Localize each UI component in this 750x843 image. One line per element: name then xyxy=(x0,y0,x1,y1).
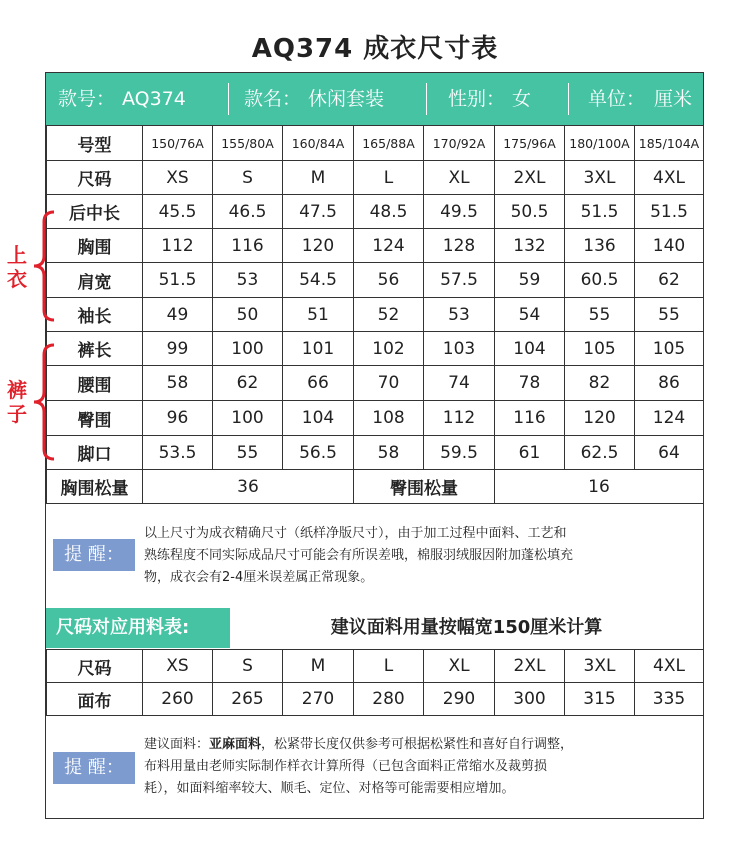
size-cell: 104 xyxy=(283,401,354,436)
size-cell: 56.5 xyxy=(283,436,354,470)
size-cell: 60.5 xyxy=(565,263,635,298)
pants-group-label: 裤子 xyxy=(7,378,27,426)
divider xyxy=(228,83,229,115)
reminder-badge-2: 提 醒： xyxy=(53,752,135,784)
size-cell: 46.5 xyxy=(213,195,283,229)
size-cell: 105 xyxy=(565,332,635,366)
fabric-cell: XS xyxy=(143,650,213,683)
size-cell: 49.5 xyxy=(424,195,495,229)
size-row xyxy=(47,263,704,298)
size-cell: 53.5 xyxy=(143,436,213,470)
size-cell: 52 xyxy=(354,298,424,332)
fabric-cell: 315 xyxy=(565,683,635,716)
fabric-cell: 290 xyxy=(424,683,495,716)
style-name: 休闲套装 xyxy=(308,88,385,110)
size-row xyxy=(47,436,704,470)
reminder-text-2 xyxy=(144,734,704,800)
size-cell: 112 xyxy=(424,401,495,436)
size-cell: 59.5 xyxy=(424,436,495,470)
reminder-line: 耗），如面料缩率较大、顺毛、定位、对格等可能需要相应增加。 xyxy=(144,781,515,796)
reminder-line: 布料用量由老师实际制作样衣计算所得（已包含面料正常缩水及裁剪损 xyxy=(144,759,548,774)
size-cell: 82 xyxy=(565,366,635,401)
row-label: 号型 xyxy=(47,126,143,161)
size-cell: 128 xyxy=(424,229,495,263)
row-label: 后中长 xyxy=(47,195,143,229)
size-cell: 78 xyxy=(495,366,565,401)
fabric-cell: 260 xyxy=(143,683,213,716)
fabric-cell: 4XL xyxy=(635,650,704,683)
size-cell: 66 xyxy=(283,366,354,401)
top-group-label: 上衣 xyxy=(7,243,27,291)
divider xyxy=(426,83,427,115)
size-cell: 51.5 xyxy=(143,263,213,298)
size-cell: 50.5 xyxy=(495,195,565,229)
size-cell: 48.5 xyxy=(354,195,424,229)
size-cell: 50 xyxy=(213,298,283,332)
size-cell: 45.5 xyxy=(143,195,213,229)
size-cell: 2XL xyxy=(495,161,565,195)
size-cell: 124 xyxy=(635,401,704,436)
size-row xyxy=(47,401,704,436)
gender: 女 xyxy=(512,88,532,110)
row-label: 腰围 xyxy=(47,366,143,401)
reminder-line xyxy=(144,734,704,756)
size-cell: 55 xyxy=(213,436,283,470)
size-cell: 150/76A xyxy=(143,126,213,161)
fabric-cell: 280 xyxy=(354,683,424,716)
reminder-panel xyxy=(46,505,703,608)
reminder-text xyxy=(144,523,699,589)
size-cell: XS xyxy=(143,161,213,195)
size-cell: M xyxy=(283,161,354,195)
size-cell: 105 xyxy=(635,332,704,366)
reminder-line: 熟练程度不同实际成品尺寸可能会有所误差哦，棉服羽绒服因附加蓬松填充 xyxy=(144,548,574,563)
page-title: AQ374 成衣尺寸表 xyxy=(251,34,499,64)
size-cell: L xyxy=(354,161,424,195)
size-row xyxy=(47,298,704,332)
size-row xyxy=(47,195,704,229)
row-label: 脚口 xyxy=(47,436,143,470)
row-label: 袖长 xyxy=(47,298,143,332)
divider xyxy=(568,83,569,115)
size-cell: 70 xyxy=(354,366,424,401)
size-cell: 55 xyxy=(565,298,635,332)
size-cell: 51.5 xyxy=(635,195,704,229)
size-cell: 165/88A xyxy=(354,126,424,161)
size-cell: 185/104A xyxy=(635,126,704,161)
fabric-cell: S xyxy=(213,650,283,683)
size-row xyxy=(47,366,704,401)
reminder-line: 物，成衣会有2-4厘米误差属正常现象。 xyxy=(144,570,374,585)
style-no-label: 款号： xyxy=(58,88,116,110)
fabric-usage-row xyxy=(47,683,704,716)
size-cell: 49 xyxy=(143,298,213,332)
size-cell: 140 xyxy=(635,229,704,263)
size-cell: 3XL xyxy=(565,161,635,195)
size-cell: 55 xyxy=(635,298,704,332)
fabric-cell: 3XL xyxy=(565,650,635,683)
size-cell: 112 xyxy=(143,229,213,263)
style-no: AQ374 xyxy=(122,88,186,110)
size-cell: 64 xyxy=(635,436,704,470)
size-cell: 116 xyxy=(213,229,283,263)
size-cell: 86 xyxy=(635,366,704,401)
info-header xyxy=(46,73,703,125)
size-cell: 58 xyxy=(143,366,213,401)
row-label: 尺码 xyxy=(47,650,143,683)
size-cell: 136 xyxy=(565,229,635,263)
hip-ease-value: 16 xyxy=(495,470,704,504)
size-cell: 102 xyxy=(354,332,424,366)
row-label: 尺码 xyxy=(47,161,143,195)
size-cell: 155/80A xyxy=(213,126,283,161)
row-label: 裤长 xyxy=(47,332,143,366)
size-table xyxy=(46,125,704,504)
size-cell: 62 xyxy=(635,263,704,298)
size-cell: 160/84A xyxy=(283,126,354,161)
fabric-cell: M xyxy=(283,650,354,683)
reminder-bold: 亚麻面料 xyxy=(209,737,262,752)
size-cell: 124 xyxy=(354,229,424,263)
size-cell: 101 xyxy=(283,332,354,366)
size-cell: 96 xyxy=(143,401,213,436)
size-cell: 58 xyxy=(354,436,424,470)
fabric-cell: 265 xyxy=(213,683,283,716)
size-row xyxy=(47,332,704,366)
size-cell: 51 xyxy=(283,298,354,332)
size-cell: 53 xyxy=(424,298,495,332)
size-cell: 61 xyxy=(495,436,565,470)
fabric-section-subtitle: 建议面料用量按幅宽150厘米计算 xyxy=(330,617,603,638)
fabric-cell: XL xyxy=(424,650,495,683)
size-cell: 99 xyxy=(143,332,213,366)
unit-label: 单位： xyxy=(588,88,646,110)
size-cell: 120 xyxy=(283,229,354,263)
size-row xyxy=(47,161,704,195)
size-row xyxy=(47,126,704,161)
fabric-cell: 300 xyxy=(495,683,565,716)
fabric-section-title: 尺码对应用料表: xyxy=(46,608,230,648)
size-cell: 132 xyxy=(495,229,565,263)
fabric-cell: 270 xyxy=(283,683,354,716)
size-row xyxy=(47,229,704,263)
row-label: 胸围 xyxy=(47,229,143,263)
size-cell: 170/92A xyxy=(424,126,495,161)
size-cell: 59 xyxy=(495,263,565,298)
size-cell: 51.5 xyxy=(565,195,635,229)
size-cell: 62.5 xyxy=(565,436,635,470)
size-cell: 108 xyxy=(354,401,424,436)
size-cell: 62 xyxy=(213,366,283,401)
reminder-prefix: 建议面料： xyxy=(144,737,210,752)
reminder-suffix: ，松紧带长度仅供参考可根据松紧性和喜好自行调整， xyxy=(261,737,574,752)
size-cell: 4XL xyxy=(635,161,704,195)
size-cell: 116 xyxy=(495,401,565,436)
hip-ease-label: 臀围松量 xyxy=(354,470,495,504)
fabric-table xyxy=(46,649,704,716)
fabric-size-row xyxy=(47,650,704,683)
size-cell: 47.5 xyxy=(283,195,354,229)
chest-ease-value: 36 xyxy=(143,470,354,504)
size-cell: 180/100A xyxy=(565,126,635,161)
ease-row xyxy=(47,470,704,504)
reminder-line: 以上尺寸为成衣精确尺寸（纸样净版尺寸），由于加工过程中面料、工艺和 xyxy=(144,526,567,541)
size-cell: 54 xyxy=(495,298,565,332)
reminder-badge: 提 醒： xyxy=(53,539,135,571)
reminder-panel-2 xyxy=(46,716,703,816)
size-cell: S xyxy=(213,161,283,195)
top-group-brace xyxy=(30,210,60,322)
fabric-section-header xyxy=(46,608,703,648)
size-cell: XL xyxy=(424,161,495,195)
size-cell: 104 xyxy=(495,332,565,366)
size-cell: 120 xyxy=(565,401,635,436)
pants-group-brace xyxy=(30,343,60,461)
row-label: 肩宽 xyxy=(47,263,143,298)
row-label: 面布 xyxy=(47,683,143,716)
size-cell: 53 xyxy=(213,263,283,298)
fabric-cell: L xyxy=(354,650,424,683)
size-cell: 56 xyxy=(354,263,424,298)
size-cell: 54.5 xyxy=(283,263,354,298)
size-cell: 74 xyxy=(424,366,495,401)
size-cell: 175/96A xyxy=(495,126,565,161)
chest-ease-label: 胸围松量 xyxy=(47,470,143,504)
fabric-cell: 2XL xyxy=(495,650,565,683)
size-cell: 100 xyxy=(213,332,283,366)
fabric-cell: 335 xyxy=(635,683,704,716)
row-label: 臀围 xyxy=(47,401,143,436)
size-cell: 100 xyxy=(213,401,283,436)
style-name-label: 款名： xyxy=(244,88,302,110)
size-cell: 57.5 xyxy=(424,263,495,298)
gender-label: 性别： xyxy=(448,88,506,110)
unit: 厘米 xyxy=(654,88,693,110)
size-cell: 103 xyxy=(424,332,495,366)
